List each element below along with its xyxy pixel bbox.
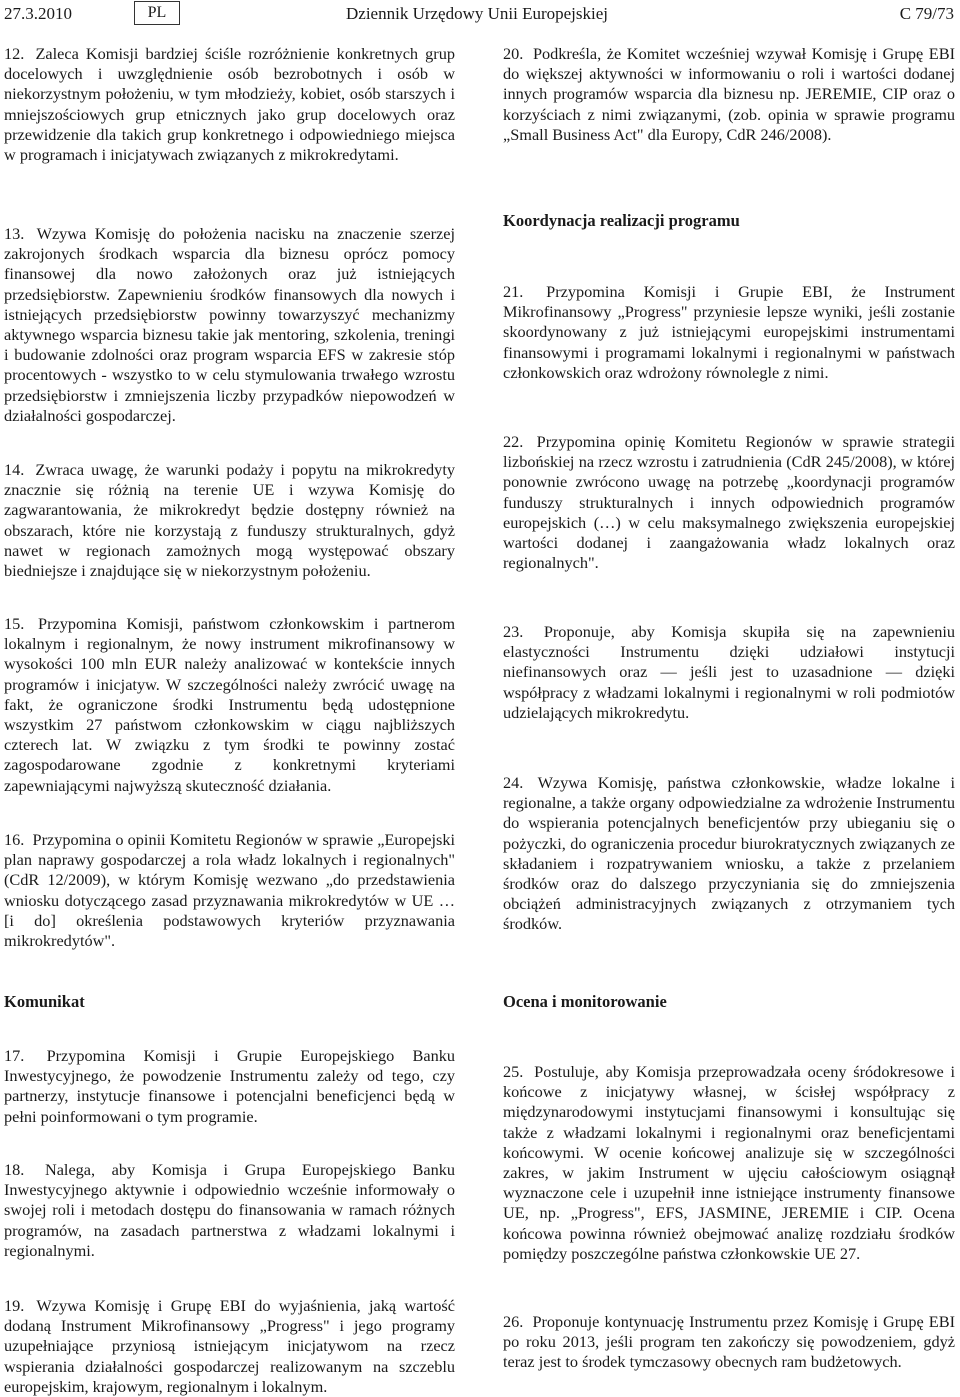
- paragraph-number: 14.: [4, 460, 25, 479]
- paragraph-text: Proponuje, aby Komisja skupiła się na zapewnieniu elastyczności Instrumentu dzięki udziałowi instytucji niefinansowych oraz — jeśli jest to uzasadnione — dzięki współpracy z władzami lokalnymi i regionalnymi w roli podmiotów udzielających mikrokredytu.: [503, 622, 956, 722]
- paragraph-19: [4, 1296, 455, 1397]
- paragraph-15: [4, 614, 455, 796]
- paragraph-number: 20.: [503, 44, 524, 63]
- paragraph-number: 19.: [4, 1296, 25, 1315]
- paragraph-18: [4, 1160, 455, 1261]
- paragraph-number: 17.: [4, 1046, 25, 1065]
- paragraph-text: Postuluje, aby Komisja przeprowadzała oceny śródokresowe i końcowe z inicjatywy własnej, w ścisłej współpracy z międzynarodowymi instytucjami finansowymi i konsultując się także z władzami lokalnymi i regionalnymi oraz beneficjentami końcowymi. W ocenie końcowej analizuje się w szczególności zakres, w jakim Instrument w ujęciu całościowym osiągnął wyznaczone cele i uzupełnił inne istniejące instrumenty finansowe UE, np. „Progress", EFS, JASMINE, JEREMIE i CIP. Ocena końcowa powinna również obejmować analizę rozdziału środków pomiędzy poszczególne państwa członkowskie UE 27.: [503, 1062, 956, 1263]
- paragraph-number: 24.: [503, 773, 524, 792]
- paragraph-number: 18.: [4, 1160, 25, 1179]
- paragraph-text: Przypomina opinię Komitetu Regionów w sprawie strategii lizbońskiej na rzecz wzrostu i zatrudnienia (CdR 245/2008), w której ponownie zwrócono uwagę na potrzebę „koordynacji programów funduszy strukturalnych i innych odpowiednich programów europejskich (…) w celu maksymalnego zwiększenia europejskiej wartości dodanej i zaangażowania władz lokalnych oraz regionalnych".: [503, 432, 956, 573]
- section-heading-communication: Komunikat: [4, 992, 85, 1011]
- section-heading-evaluation: Ocena i monitorowanie: [503, 992, 667, 1011]
- paragraph-16: [4, 830, 455, 951]
- paragraph-text: Wzywa Komisję, państwa członkowskie, władze lokalne i regionalne, a także organy odpowiedzialne za wdrożenie Instrumentu do wspierania potencjalnych beneficjentów przy ubieganiu się o pożyczki, do ograniczenia procedur biurokratycznych związanych ze składaniem i rozpatrywaniem wniosku, a także z przelaniem środków oraz do dalszego przyczyniania się do zmniejszenia obciążeń administracyjnych związanych z otrzymaniem tych środków.: [503, 773, 955, 934]
- paragraph-17: [4, 1046, 455, 1127]
- paragraph-text: Nalega, aby Komisja i Grupa Europejskiego Banku Inwestycyjnego aktywnie i odpowiednio wcześnie informowały o swojej roli i metodach dostępu do finansowania w ramach różnych programów, na zasadach partnerstwa z władzami lokalnymi i regionalnymi.: [4, 1160, 455, 1260]
- paragraph-22: [503, 432, 955, 573]
- paragraph-text: Wzywa Komisję i Grupę EBI do wyjaśnienia, jaką wartość dodaną Instrument Mikrofinansowy „Progress" i jego programy uzupełniające przyniosą istniejącym inicjatywom na rzecz wspierania działalności gospodarczej realizowanym na szczeblu europejskim, krajowym, regionalnym i lokalnym.: [4, 1296, 455, 1396]
- paragraph-number: 25.: [503, 1062, 524, 1081]
- paragraph-text: Przypomina Komisji i Grupie Europejskiego Banku Inwestycyjnego, że powodzenie Instrumentu zależy od tego, czy partnerzy, instytucje finansowe i potencjalni beneficjenci będą w pełni poinformowani o tym programie.: [4, 1046, 455, 1126]
- paragraph-text: Zaleca Komisji bardziej ściśle rozróżnienie konkretnych grup docelowych i uwzględnienie osób bezrobotnych i osób w niekorzystnym położeniu, w tym młodzieży, kobiet, osób starszych i mniejszościowych grup etnicznych jako grup docelowych oraz przewidzenie dla takich grup konkretnego i odpowiedniego miejsca w programach i inicjatywach związanych z mikrokredytami.: [4, 44, 455, 165]
- paragraph-23: [503, 622, 955, 723]
- paragraph-21: [503, 282, 955, 383]
- page-number: C 79/73: [899, 4, 954, 23]
- paragraph-number: 23.: [503, 622, 524, 641]
- paragraph-number: 22.: [503, 432, 524, 451]
- paragraph-25: [503, 1062, 955, 1264]
- paragraph-20: [503, 44, 955, 145]
- paragraph-12: [4, 44, 455, 165]
- paragraph-number: 12.: [4, 44, 25, 63]
- page-header: [0, 0, 960, 34]
- paragraph-text: Przypomina Komisji i Grupie EBI, że Instrument Mikrofinansowy „Progress" przyniesie lepsze wyniki, jeśli zostanie skoordynowany z już istniejącymi europejskimi instrumentami finansowymi i programami lokalnymi i regionalnymi w państwach członkowskich oraz wdrożony równolegle z nimi.: [503, 282, 955, 382]
- language-badge: PL: [134, 1, 180, 25]
- paragraph-26: [503, 1312, 955, 1373]
- paragraph-number: 21.: [503, 282, 524, 301]
- paragraph-number: 15.: [4, 614, 25, 633]
- publication-date: 27.3.2010: [4, 4, 72, 23]
- paragraph-number: 26.: [503, 1312, 524, 1331]
- paragraph-number: 16.: [4, 830, 25, 849]
- section-heading-coordination: Koordynacja realizacji programu: [503, 211, 740, 230]
- paragraph-number: 13.: [4, 224, 25, 243]
- paragraph-text: Przypomina Komisji, państwom członkowskim i partnerom lokalnym i regionalnym, że nowy instrument mikrofinansowy w wysokości 100 mln EUR należy analizować w kontekście innych programów i inicjatyw. W szczególności należy zwrócić uwagę na fakt, że ograniczone środki Instrumentu będą udostępnione wszystkim 27 państwom członkowskim w ciągu najbliższych czterech lat. W związku z tym środki te powinny zostać zagospodarowane zgodnie z konkretnymi kryteriami zapewniającymi najwyższą skuteczność działania.: [4, 614, 455, 795]
- paragraph-text: Przypomina o opinii Komitetu Regionów w sprawie „Europejski plan naprawy gospodarczej a rola władz lokalnych i regionalnych" (CdR 12/2009), w którym Komisję wezwano „do przedstawienia wniosku dotyczącego zasad przyznawania mikrokredytów w UE …[i do] określenia podstawowych kryteriów przyznawania mikrokredytów".: [4, 830, 455, 951]
- paragraph-text: Wzywa Komisję do położenia nacisku na znaczenie szerzej zakrojonych środkach wsparcia dla biznesu oprócz pomocy finansowej dla nowo założonych oraz już istniejących przedsiębiorstw. Zapewnieniu środków finansowych dla nowych i istniejących przedsiębiorstw powinny towarzyszyć mechanizmy aktywnego wsparcia biznesu takie jak mentoring, szkolenia, treningi i budowanie zdolności oraz program wsparcia EFS w zakresie stóp procentowych - wszystko to w celu stymulowania trwałego wzrostu przedsiębiorstw i zmniejszenia liczby przypadków niepowodzeń w działalności gospodarczej.: [4, 224, 456, 425]
- journal-title: Dziennik Urzędowy Unii Europejskiej: [346, 4, 609, 23]
- paragraph-text: Zwraca uwagę, że warunki podaży i popytu na mikrokredyty znacznie się różnią na terenie UE i wzywa Komisję do zagwarantowania, że mikrokredyt będzie dostępny również na obszarach, które nie korzystają z funduszy strukturalnych, gdyż nawet w regionach zamożnych mogą występować obszary biedniejsze i znajdujące się w niekorzystnym położeniu.: [4, 460, 455, 581]
- paragraph-24: [503, 773, 955, 935]
- paragraph-13: [4, 224, 455, 426]
- paragraph-text: Podkreśla, że Komitet wcześniej wzywał Komisję i Grupę EBI do większej aktywności w informowaniu o roli i wartości dodanej innych programów wsparcia dla biznesu np. JEREMIE, CIP oraz o korzyściach z nimi związanymi, (zob. opinia w sprawie programu „Small Business Act" dla Europy, CdR 246/2008).: [503, 44, 955, 144]
- paragraph-text: Proponuje kontynuację Instrumentu przez Komisję i Grupę EBI po roku 2013, jeśli program ten zakończy się powodzeniem, gdyż teraz jest to środek tymczasowy obecnych ram budżetowych.: [503, 1312, 955, 1372]
- paragraph-14: [4, 460, 455, 581]
